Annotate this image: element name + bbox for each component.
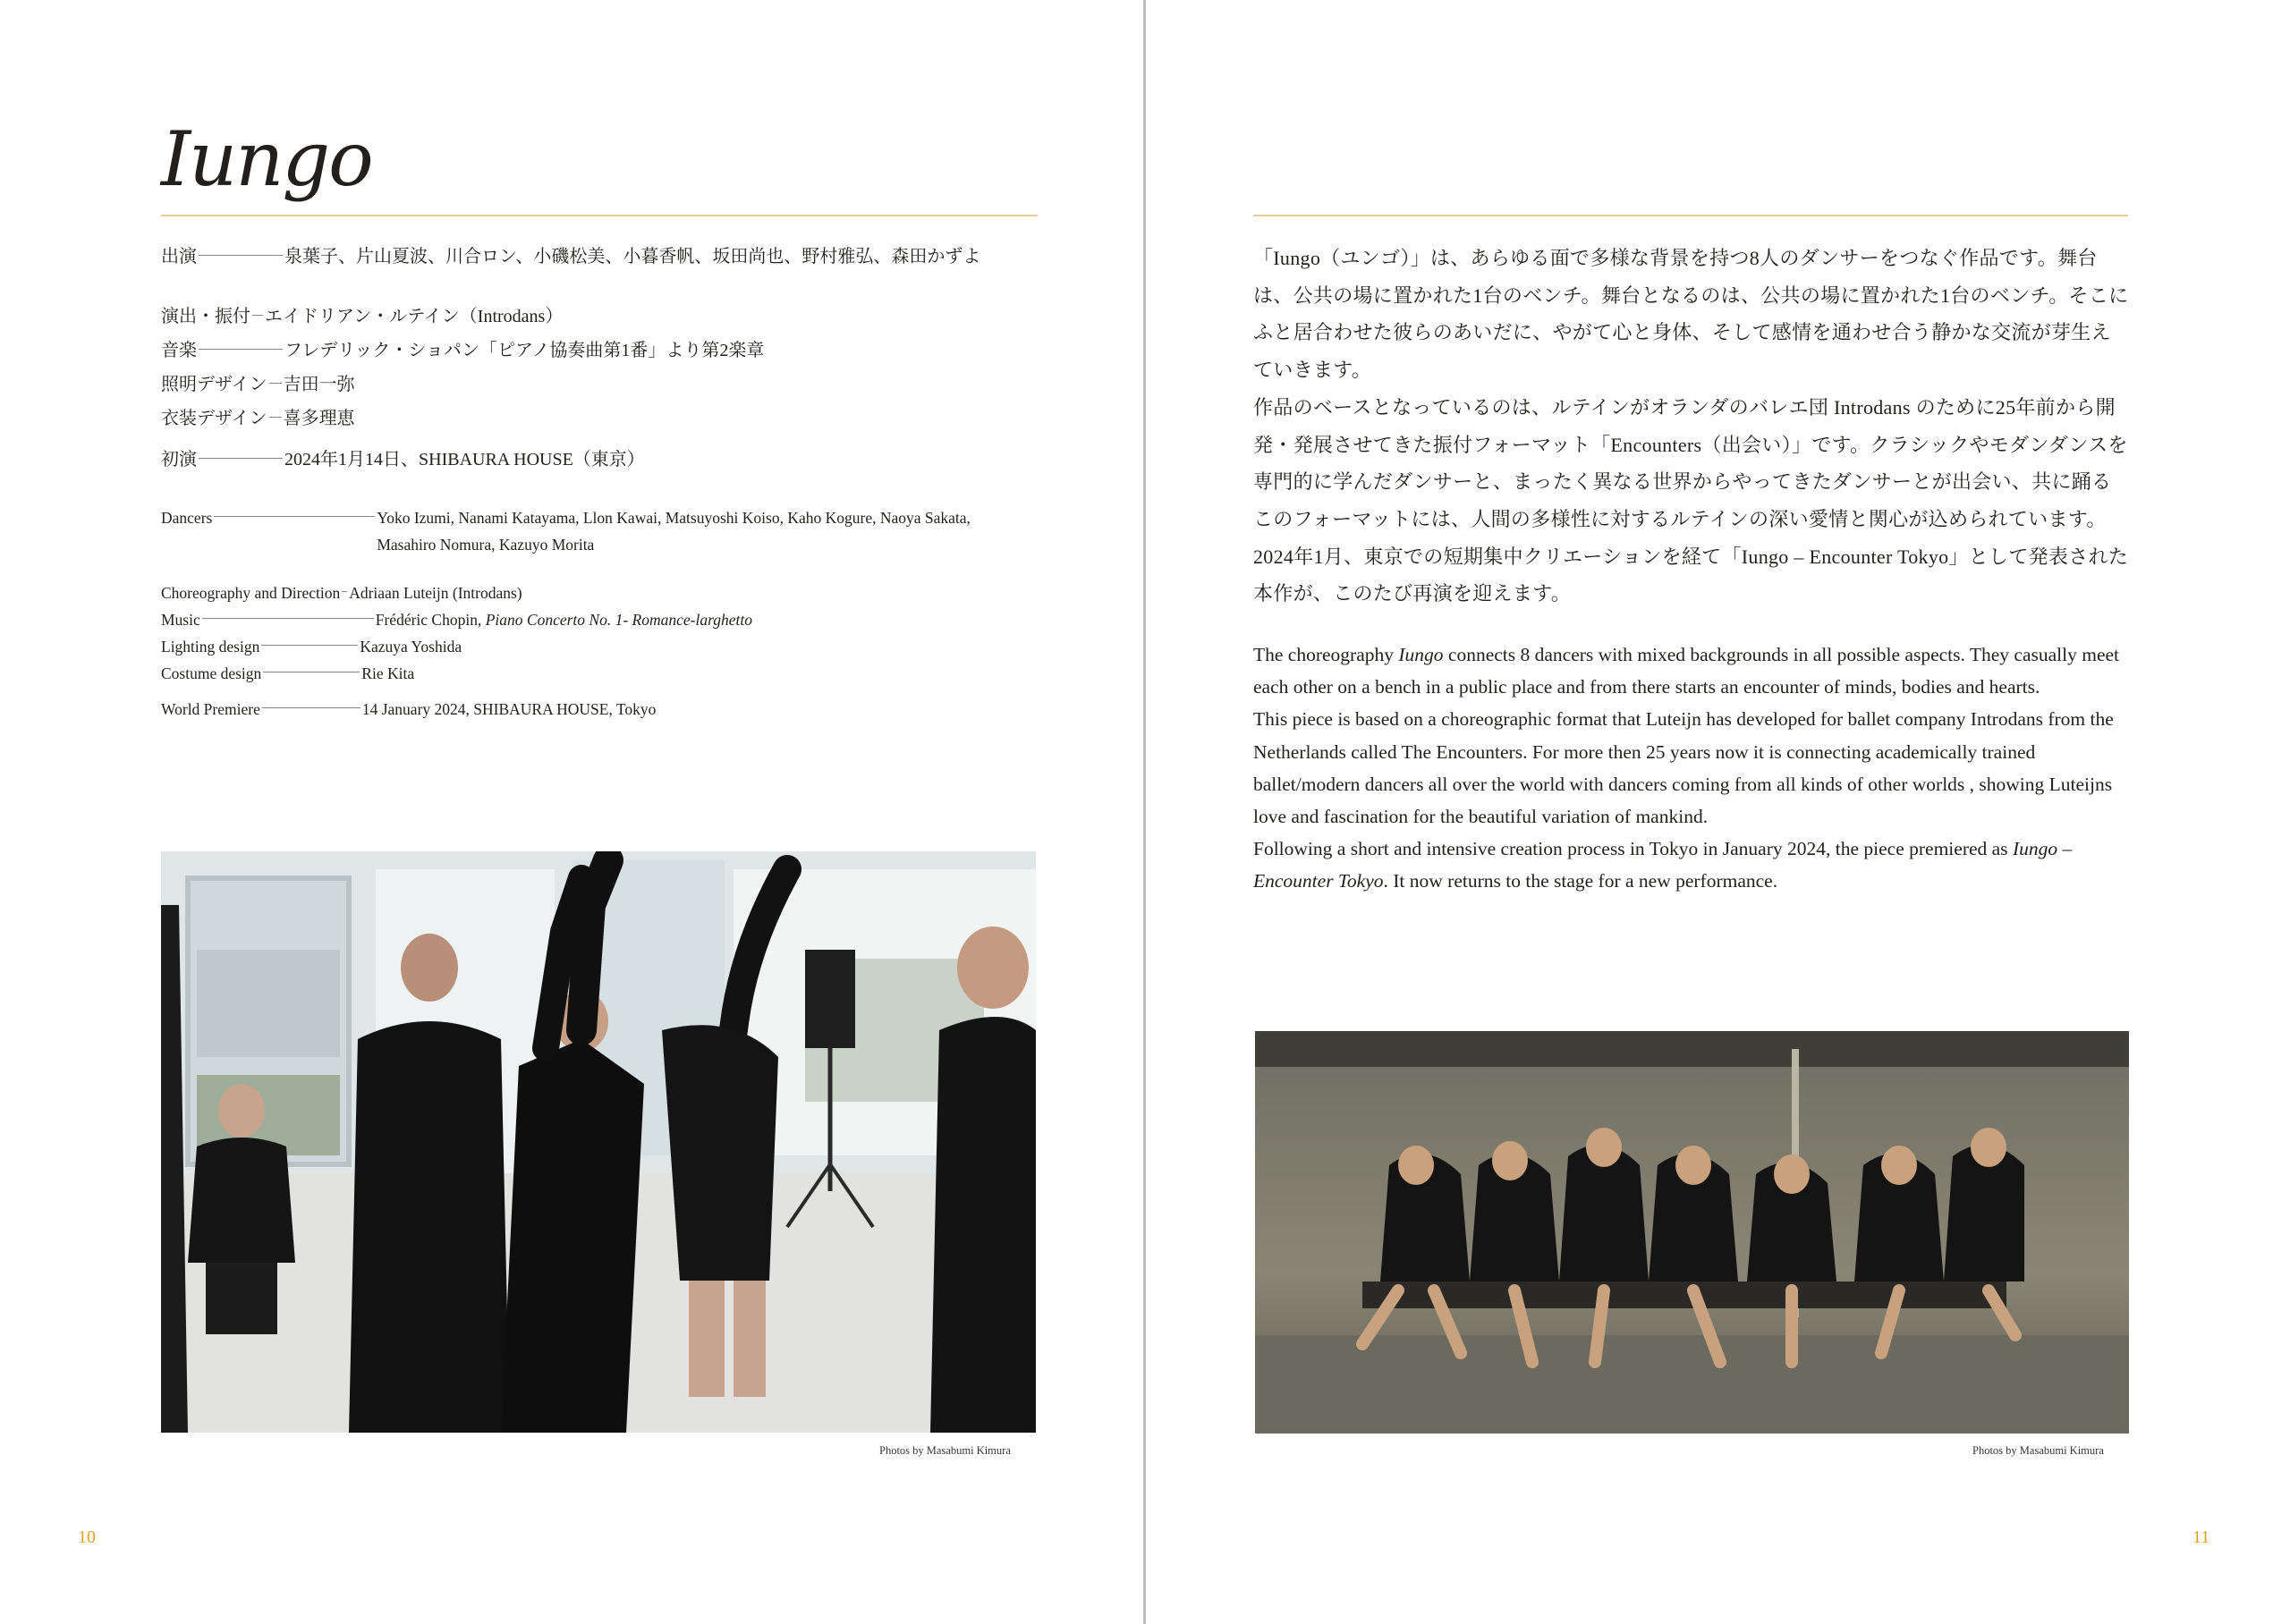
photo-credit: Photos by Masabumi Kimura xyxy=(1972,1444,2104,1457)
credit-row-cast xyxy=(161,241,980,267)
credit-row-music xyxy=(161,335,764,361)
leader-line xyxy=(202,618,374,619)
credit-row-premiere xyxy=(161,444,645,470)
left-page xyxy=(0,0,1144,1624)
leader-line xyxy=(262,707,360,708)
text-run: connects 8 dancers with mixed backgrounds in all possible aspects. They casually meet each other on a bench in a public place and from there starts an encounter of minds, bodies and hearts. xyxy=(1253,644,2120,698)
leader-line xyxy=(269,417,282,418)
paragraph: This piece is based on a choreographic format that Luteijn has developed for ballet company Introdans from the Netherlands called The Encounters. For more then 25 years now it is connecting academically trained ballet/modern dancers all over the world with dancers coming from all kinds of other worlds , showing Luteijns love and fascination for the beautiful variation of mankind. xyxy=(1253,708,2114,828)
paragraph xyxy=(1253,833,2130,897)
right-page xyxy=(1146,0,2290,1624)
music-composer: Frédéric Chopin, xyxy=(375,611,486,629)
text-run: Following a short and intensive creation process in Tokyo in January 2024, the piece premiered as xyxy=(1253,838,2013,860)
performance-photo-image xyxy=(1255,1031,2129,1434)
page-title: Iungo xyxy=(161,115,372,203)
text-run: The choreography xyxy=(1253,644,1399,665)
rehearsal-photo-image xyxy=(161,851,1036,1433)
body-text-jp xyxy=(1253,240,2130,613)
credit-value: Kazuya Yoshida xyxy=(360,638,462,656)
header-rule xyxy=(1253,215,2128,216)
credit-value: Rie Kita xyxy=(361,664,415,682)
credit-label: 音楽 xyxy=(161,341,197,360)
credit-value: フレデリック・ショパン「ピアノ協奏曲第1番」より第2楽章 xyxy=(284,341,765,360)
credit-value: 14 January 2024, SHIBAURA HOUSE, Tokyo xyxy=(361,700,657,718)
paragraph xyxy=(1253,639,2130,703)
paragraph: 「Iungo（ユンゴ）」は、あらゆる面で多様な背景を持つ8人のダンサーをつなぐ作品です。舞台は、公共の場に置かれた1台のベンチ。舞台となるのは、公共の場に置かれた1台のベンチ。そこにふと居合わせた彼らのあいだに、やがて心と身体、そして感情を通わせ合う静かな交流が芽生えていきます。 xyxy=(1253,247,2129,382)
credit-label: Lighting design xyxy=(161,638,260,656)
paragraph: 2024年1月、東京での短期集中クリエーションを経て「Iungo – Encounter Tokyo」として発表された本作が、このたび再演を迎えます。 xyxy=(1253,545,2129,605)
credit-label: Music xyxy=(161,611,200,629)
work-title: Iungo xyxy=(1398,644,1444,665)
leader-line xyxy=(214,516,375,517)
page-number: 11 xyxy=(2192,1527,2210,1547)
leader-line xyxy=(261,645,358,646)
credit-label: 演出・振付 xyxy=(161,307,250,326)
credit-row-choreography xyxy=(161,579,993,606)
credit-value: Adriaan Luteijn (Introdans) xyxy=(349,584,522,602)
credit-row-lighting-en xyxy=(161,633,1004,660)
photo-credit: Photos by Masabumi Kimura xyxy=(879,1444,1011,1457)
leader-line xyxy=(199,255,283,256)
text-run: . It now returns to the stage for a new performance. xyxy=(1383,870,1778,892)
page-number: 10 xyxy=(78,1527,96,1547)
title-rule xyxy=(161,215,1038,216)
credit-label: Costume design xyxy=(161,664,262,682)
credit-label: 初演 xyxy=(161,450,197,469)
leader-line xyxy=(269,383,282,384)
credit-value: Yoko Izumi, Nanami Katayama, Llon Kawai, Matsuyoshi Koiso, Kaho Kogure, Naoya Sakata, Masahiro Nomura, Kazuyo Morita xyxy=(377,509,971,554)
work-title: Iungo – Encounter Tokyo xyxy=(1253,838,2073,892)
credit-row-costume-en xyxy=(161,660,1005,687)
leader-line xyxy=(342,591,347,592)
performance-photo xyxy=(1255,1031,2129,1434)
body-text-en xyxy=(1253,639,2130,898)
leader-line xyxy=(252,315,263,316)
credit-label: 照明デザイン xyxy=(161,375,267,394)
credit-value xyxy=(376,606,1020,633)
music-work-title: Piano Concerto No. 1- Romance-larghetto xyxy=(485,611,752,629)
credit-label: World Premiere xyxy=(161,700,260,718)
leader-line xyxy=(199,349,283,350)
rehearsal-photo xyxy=(161,851,1036,1433)
credit-row-music-en xyxy=(161,606,1020,633)
credit-label: Choreography and Direction xyxy=(161,584,341,602)
credit-row-lighting xyxy=(161,369,355,395)
credit-label: 衣装デザイン xyxy=(161,409,267,428)
credit-row-dancers xyxy=(161,504,1021,558)
credit-value: 泉葉子、片山夏波、川合ロン、小磯松美、小暮香帆、坂田尚也、野村雅弘、森田かずよ xyxy=(284,247,981,266)
credit-label: 出演 xyxy=(161,247,197,266)
credit-value: 喜多理恵 xyxy=(283,409,355,428)
credit-value: 吉田一弥 xyxy=(283,375,355,394)
credit-row-premiere-en xyxy=(161,696,1006,723)
leader-line xyxy=(199,458,283,459)
credit-value: 2024年1月14日、SHIBAURA HOUSE（東京） xyxy=(284,450,645,469)
credit-row-costume xyxy=(161,403,355,429)
credit-label: Dancers xyxy=(161,509,213,527)
credit-row-direction xyxy=(161,301,563,327)
paragraph: 作品のベースとなっているのは、ルテインがオランダのバレエ団 Introdans のために25年前から開発・発展させてきた振付フォーマット「Encounters（出会い）」です。クラシックやモダンダンスを専門的に学んだダンサーと、まったく異なる世界からやってきたダンサーとが出会い、共に踊るこのフォーマットには、人間の多様性に対するルテインの深い愛情と関心が込められています。 xyxy=(1253,395,2128,530)
credit-value: エイドリアン・ルテイン（Introdans） xyxy=(265,307,564,326)
